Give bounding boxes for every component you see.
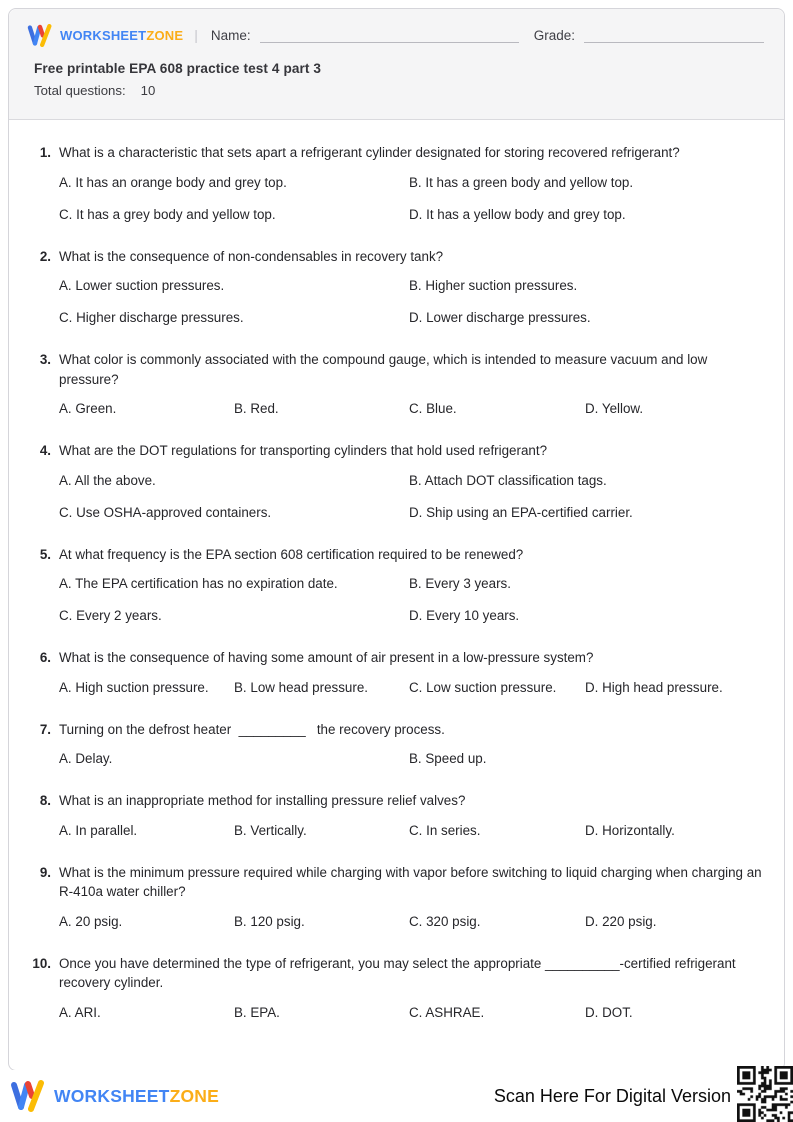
- worksheet-footer: [0, 1070, 793, 1122]
- header-divider: |: [194, 27, 198, 43]
- question-2: [25, 247, 764, 326]
- option-d: D. DOT.: [585, 1004, 633, 1020]
- question-text: What is a characteristic that sets apart a refrigerant cylinder designated for storing recovered refrigerant?: [59, 145, 680, 160]
- qr-code-canvas: [737, 1066, 793, 1122]
- option-a: A. ARI.: [59, 1004, 101, 1020]
- option-d: D. High head pressure.: [585, 679, 723, 695]
- question-number: 3.: [39, 352, 51, 367]
- option-b: B. It has a green body and yellow top.: [409, 174, 634, 190]
- question-options: [59, 175, 764, 222]
- option-a: A. All the above.: [59, 472, 156, 488]
- option-a: A. Lower suction pressures.: [59, 278, 225, 293]
- question-body: [59, 545, 764, 624]
- question-options: [59, 1005, 764, 1020]
- grade-label: Grade:: [533, 27, 575, 43]
- question-text: What are the DOT regulations for transporting cylinders that hold used refrigerant?: [59, 443, 548, 458]
- question-5: [25, 545, 764, 624]
- question-body: [59, 954, 764, 1020]
- brand-word-zone: ZONE: [146, 27, 184, 43]
- question-options: [59, 473, 764, 520]
- page-title: Free printable EPA 608 practice test 4 part 3: [34, 61, 322, 76]
- option-c: C. Use OSHA-approved containers.: [59, 504, 272, 520]
- option-c: C. 320 psig.: [409, 913, 481, 929]
- question-number: 2.: [39, 248, 51, 264]
- brand-word-worksheet: WORKSHEET: [60, 27, 147, 43]
- question-options: [59, 751, 764, 766]
- question-body: [59, 791, 764, 838]
- question-text: What color is commonly associated with the compound gauge, which is intended to measure vacuum and low pressure?: [59, 352, 712, 387]
- header-brand-row: [27, 22, 764, 48]
- question-text: What is the consequence of having some amount of air present in a low-pressure system?: [59, 650, 594, 665]
- option-c: C. Blue.: [409, 401, 457, 416]
- question-number: 6.: [39, 650, 51, 665]
- question-number: 8.: [39, 793, 51, 808]
- option-c: C. Low suction pressure.: [409, 679, 557, 695]
- question-options: [59, 401, 764, 416]
- worksheetzone-logo-text: [60, 28, 183, 43]
- worksheet-header: [9, 9, 784, 120]
- question-4: [25, 441, 764, 520]
- question-options: [59, 680, 764, 695]
- option-a: A. Green.: [59, 401, 117, 416]
- option-b: B. Low head pressure.: [234, 679, 368, 695]
- option-a: A. 20 psig.: [59, 913, 123, 929]
- question-body: [59, 863, 764, 929]
- option-b: B. Higher suction pressures.: [409, 278, 578, 293]
- question-text: At what frequency is the EPA section 608 certification required to be renewed?: [59, 546, 524, 562]
- option-b: B. Attach DOT classification tags.: [409, 472, 607, 488]
- worksheet-card: [8, 8, 785, 1071]
- qr-code: [737, 1066, 793, 1122]
- option-b: B. Vertically.: [234, 822, 307, 838]
- question-list: [9, 120, 784, 1020]
- title-block: [27, 61, 764, 98]
- question-10: [25, 954, 764, 1020]
- option-a: A. It has an orange body and grey top.: [59, 174, 287, 190]
- question-number: 4.: [39, 443, 51, 458]
- grade-write-line: [584, 28, 764, 43]
- question-options: [59, 914, 764, 929]
- option-c: C. In series.: [409, 822, 481, 838]
- question-text: Turning on the defrost heater _________ the recovery process.: [59, 721, 445, 737]
- question-options: [59, 823, 764, 838]
- question-body: [59, 648, 764, 695]
- worksheetzone-footer-logo[interactable]: [10, 1080, 219, 1112]
- question-text: What is an inappropriate method for installing pressure relief valves?: [59, 793, 466, 808]
- question-9: [25, 863, 764, 929]
- question-6: [25, 648, 764, 695]
- option-d: D. Horizontally.: [585, 822, 675, 838]
- worksheetzone-footer-logo-icon: [10, 1080, 46, 1112]
- question-text: Once you have determined the type of refrigerant, you may select the appropriate __________-certified refrigerant recovery cylinder.: [59, 955, 740, 990]
- option-b: B. Red.: [234, 401, 279, 416]
- question-7: [25, 720, 764, 767]
- name-write-line: [260, 28, 519, 43]
- option-c: C. ASHRAE.: [409, 1004, 485, 1020]
- question-body: [59, 441, 764, 520]
- question-number: 10.: [32, 955, 51, 971]
- option-b: B. 120 psig.: [234, 913, 305, 929]
- option-d: D. Lower discharge pressures.: [409, 310, 591, 325]
- option-a: A. High suction pressure.: [59, 679, 209, 695]
- question-number: 9.: [39, 864, 51, 880]
- option-d: D. 220 psig.: [585, 913, 657, 929]
- total-questions-label: Total questions:: [34, 83, 126, 98]
- worksheetzone-footer-logo-text: [54, 1086, 219, 1107]
- question-number: 7.: [39, 721, 51, 737]
- worksheetzone-logo-icon: [27, 24, 53, 47]
- option-c: C. Higher discharge pressures.: [59, 310, 244, 325]
- question-body: [59, 720, 764, 767]
- question-1: [25, 143, 764, 222]
- option-b: B. Every 3 years.: [409, 576, 511, 591]
- option-d: D. Yellow.: [585, 401, 644, 416]
- question-number: 5.: [39, 546, 51, 562]
- question-options: [59, 576, 764, 623]
- option-a: A. The EPA certification has no expiration date.: [59, 576, 338, 591]
- brand-word-worksheet: WORKSHEET: [54, 1085, 170, 1106]
- option-a: A. Delay.: [59, 751, 113, 766]
- option-b: B. Speed up.: [409, 751, 487, 766]
- question-3: [25, 350, 764, 416]
- option-a: A. In parallel.: [59, 822, 138, 838]
- question-number: 1.: [39, 145, 51, 160]
- option-d: D. It has a yellow body and grey top.: [409, 206, 626, 222]
- question-text: What is the consequence of non-condensables in recovery tank?: [59, 248, 444, 264]
- question-options: [59, 278, 764, 325]
- total-questions-value: 10: [140, 83, 156, 98]
- option-b: B. EPA.: [234, 1004, 280, 1020]
- total-questions-row: [34, 83, 764, 98]
- option-d: D. Ship using an EPA-certified carrier.: [409, 504, 633, 520]
- option-d: D. Every 10 years.: [409, 608, 520, 623]
- question-8: [25, 791, 764, 838]
- brand-word-zone: ZONE: [169, 1085, 219, 1106]
- question-body: [59, 350, 764, 416]
- question-body: [59, 247, 764, 326]
- option-c: C. It has a grey body and yellow top.: [59, 206, 276, 222]
- scan-here-text: Scan Here For Digital Version: [493, 1085, 731, 1106]
- question-body: [59, 143, 764, 222]
- name-label: Name:: [210, 27, 251, 43]
- worksheetzone-logo[interactable]: [27, 24, 183, 47]
- question-text: What is the minimum pressure required while charging with vapor before switching to liquid charging when charging an R-410a water chiller?: [59, 864, 766, 899]
- option-c: C. Every 2 years.: [59, 608, 162, 623]
